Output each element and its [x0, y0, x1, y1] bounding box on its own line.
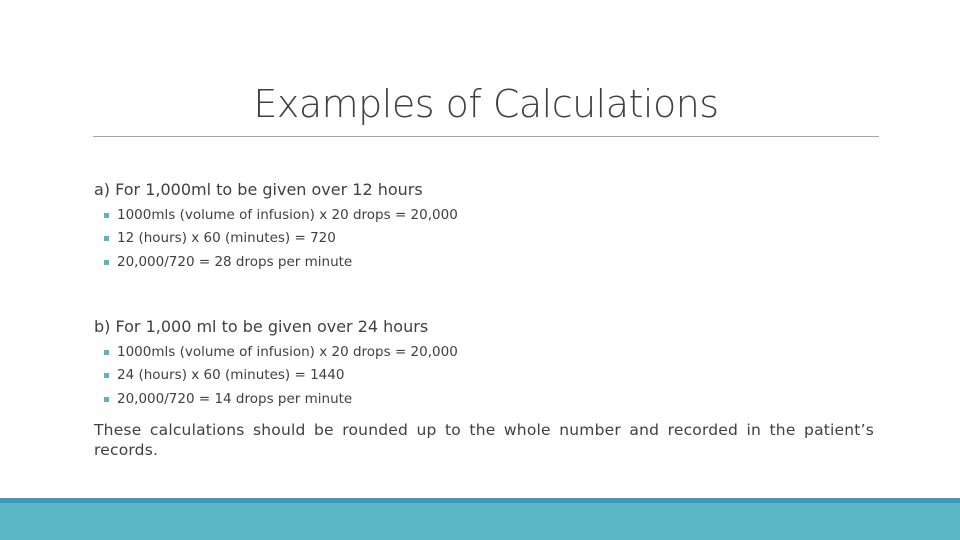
bullet-text: 1000mls (volume of infusion) x 20 drops = 20,000	[117, 344, 458, 360]
footer-band	[0, 503, 960, 540]
slide-title: Examples of Calculations	[253, 82, 719, 126]
section-b-heading: b) For 1,000 ml to be given over 24 hours	[94, 317, 429, 336]
square-bullet-icon	[104, 373, 109, 378]
section-a-bullet-1	[104, 204, 884, 227]
section-a-bullet-2	[104, 227, 884, 250]
section-b	[94, 317, 884, 411]
bullet-text: 24 (hours) x 60 (minutes) = 1440	[117, 367, 345, 384]
conclusion-paragraph: These calculations should be rounded up to the whole number and recorded in the patient’s records.	[94, 421, 874, 459]
section-b-bullet-1	[104, 341, 884, 364]
square-bullet-icon	[104, 236, 109, 241]
bullet-text: 20,000/720 = 28 drops per minute	[117, 253, 353, 270]
title-divider	[93, 136, 879, 137]
square-bullet-icon	[104, 260, 109, 265]
section-b-bullet-list	[94, 341, 884, 411]
bullet-text: 20,000/720 = 14 drops per minute	[117, 390, 353, 407]
square-bullet-icon	[104, 350, 109, 355]
section-b-bullet-2	[104, 364, 884, 387]
section-a-bullet-3	[104, 251, 884, 274]
section-a	[94, 180, 884, 274]
section-b-bullet-3	[104, 388, 884, 411]
square-bullet-icon	[104, 213, 109, 218]
bullet-text: 1000mls (volume of infusion) x 20 drops = 20,000	[117, 207, 458, 223]
bullet-text: 12 (hours) x 60 (minutes) = 720	[117, 230, 336, 247]
square-bullet-icon	[104, 397, 109, 402]
section-a-heading: a) For 1,000ml to be given over 12 hours	[94, 180, 423, 199]
section-a-bullet-list	[94, 204, 884, 274]
